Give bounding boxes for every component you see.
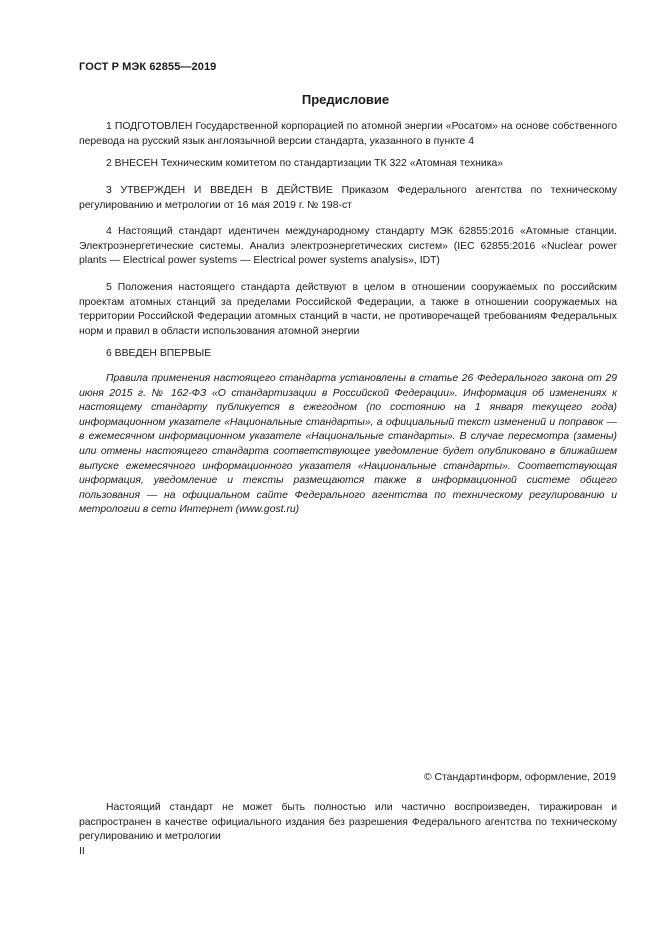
section-title: Предисловие [301, 92, 390, 107]
copyright-line: © Стандартинформ, оформление, 2019 [423, 772, 616, 783]
paragraph-1: 1 ПОДГОТОВЛЕН Государственной корпорацией по атомной энергии «Росатом» на основе собственного перевода на русский язык англоязычной версии стандарта, указанного в пункте 4 [79, 121, 617, 147]
standard-application-notice: Правила применения настоящего стандарта установлены в статье 26 Федерального закона от 29 июня 2015 г. № 162-ФЗ «О стандартизации в Российской Федерации». Информация об изменениях к настоящему стандарту публикуется в ежегодном (по состоянию на 1 января текущего года) информационном указателе «Национальные стандарты», а официальный текст изменений и поправок — в ежемесячном информационном указателе «Национальные стандарты». В случае пересмотра (замены) или отмены настоящего стандарта соответствующее уведомление будет опубликовано в ближайшем выпуске ежемесячного информационного указателя «Национальные стандарты». Соответствующая информация, уведомление и тексты размещаются также в информационной системе общего пользования — на официальном сайте Федерального агентства по техническому регулированию и метрологии в сети Интернет (www.gost.ru) [79, 373, 617, 516]
paragraph-5: 5 Положения настоящего стандарта действуют в целом в отношении сооружаемых по российским проектам атомных станций за пределами Российской Федерации, а также в отношении сооружаемых на территории Российской Федерации атомных станций в части, не противоречащей требованиям Федеральных норм и правил в области использования атомной энергии [79, 282, 617, 337]
document-code: ГОСТ Р МЭК 62855—2019 [79, 61, 217, 73]
page-number: II [79, 846, 85, 857]
paragraph-4: 4 Настоящий стандарт идентичен международному стандарту МЭК 62855:2016 «Атомные станции. Электроэнергетические системы. Анализ электроэнергетических систем» (IEC 62855:2016 «Nuclear power plants — Electrical power systems — Electrical power systems analysis», IDT) [79, 226, 617, 267]
paragraph-2: 2 ВНЕСЕН Техническим комитетом по стандартизации ТК 322 «Атомная техника» [106, 158, 504, 169]
reproduction-notice: Настоящий стандарт не может быть полностью или частично воспроизведен, тиражирован и распространен в качестве официального издания без разрешения Федерального агентства по техническому регулированию и метрологии [79, 802, 617, 843]
paragraph-3: 3 УТВЕРЖДЕН И ВВЕДЕН В ДЕЙСТВИЕ Приказом Федерального агентства по техническому регулированию и метрологии от 16 мая 2019 г. № 198-ст [79, 185, 617, 211]
paragraph-6: 6 ВВЕДЕН ВПЕРВЫЕ [106, 348, 212, 359]
